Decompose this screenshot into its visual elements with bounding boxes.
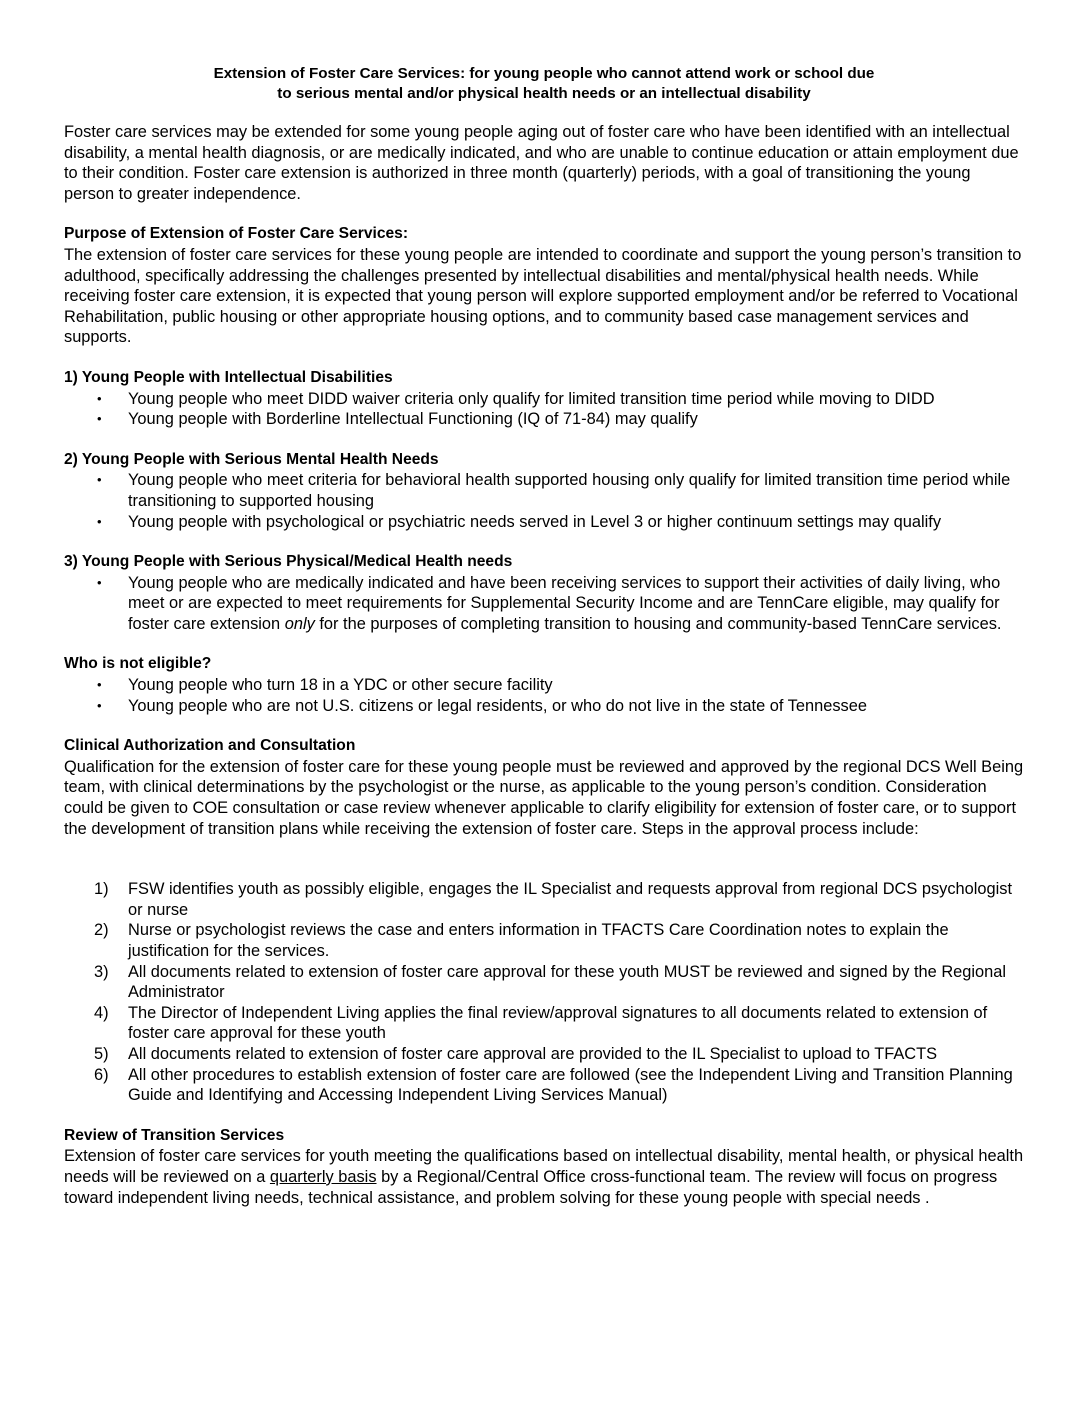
bullet-icon: • — [97, 472, 102, 488]
document-page — [64, 64, 1024, 1208]
step-number: 1) — [94, 880, 109, 899]
list-item: 6) All other procedures to establish extension of foster care are followed (see the Independent Living and Transition Planning Guide and Identifying and Accessing Independent Living Services Manual) — [94, 1065, 1013, 1105]
section1-list — [64, 389, 1024, 430]
list-item: • Young people who meet DIDD waiver criteria only qualify for limited transition time period while moving to DIDD — [97, 389, 935, 408]
document-title-line-1: Extension of Foster Care Services: for young people who cannot attend work or school due — [213, 65, 875, 82]
section2-list — [64, 470, 1024, 532]
document-title-line-2: to serious mental and/or physical health needs or an intellectual disability — [277, 85, 811, 102]
list-item: 2) Nurse or psychologist reviews the case and enters information in TFACTS Care Coordination notes to explain the justification for the services. — [94, 921, 949, 960]
emphasis-only: only — [284, 614, 315, 633]
bullet-icon: • — [97, 411, 102, 427]
list-item: • Young people who are medically indicated and have been receiving services to support their activities of daily living, who meet or are expected to meet requirements for Supplemental Security Income and are TennCare eligible, may qualify for foster care extension only for the purposes of completing transition to housing and community-based TennCare services. — [97, 573, 1002, 633]
step-number: 2) — [94, 921, 109, 940]
bullet-icon: • — [97, 574, 102, 590]
list-item: 5) All documents related to extension of foster care approval are provided to the IL Specialist to upload to TFACTS — [94, 1044, 938, 1063]
section1-heading: 1) Young People with Intellectual Disabilities — [64, 368, 393, 386]
review-paragraph: Extension of foster care services for youth meeting the qualifications based on intellectual disability, mental health, or physical health needs will be reviewed on a quarterly basis by a Regional/Central Office cross-functional team. The review will focus on progress toward independent living needs, technical assistance, and problem solving for these young people with special needs . — [64, 1147, 1024, 1207]
bullet-icon: • — [97, 390, 102, 406]
step-number: 4) — [94, 1003, 109, 1022]
intro-paragraph: Foster care services may be extended for some young people aging out of foster care who have been identified with an intellectual disability, a mental health diagnosis, or are medically indicated, and who are unable to continue education or attain employment due to their condition. Foster care extension is authorized in three month (quarterly) periods, with a goal of transitioning the young person to greater independence. — [64, 123, 1019, 203]
list-item: • Young people who are not U.S. citizens or legal residents, or who do not live in the state of Tennessee — [97, 696, 867, 715]
not-eligible-list — [64, 675, 1024, 716]
list-item: 1) FSW identifies youth as possibly eligible, engages the IL Specialist and requests approval from regional DCS psychologist or nurse — [94, 880, 1013, 919]
list-item: • Young people who turn 18 in a YDC or other secure facility — [97, 676, 553, 695]
clinical-paragraph: Qualification for the extension of foster care for these young people must be reviewed and approved by the regional DCS Well Being team, with clinical determinations by the psychologist or the nurse, as applicable to the young person’s condition. Consideration could be given to COE consultation or case review whenever applicable to clarify eligibility for extension of foster care, or to support the development of transition plans while receiving the extension of foster care. Steps in the approval process include: — [64, 757, 1024, 838]
list-item: 3) All documents related to extension of foster care approval for these youth MUST be reviewed and signed by the Regional Administrator — [94, 962, 1007, 1002]
section3-list — [64, 573, 1024, 635]
approval-steps-list — [64, 879, 1024, 1106]
clinical-heading: Clinical Authorization and Consultation — [64, 737, 356, 755]
step-number: 3) — [94, 962, 109, 981]
purpose-paragraph: The extension of foster care services for these young people are intended to coordinate and support the young person’s transition to adulthood, specifically addressing the challenges presented by intellectual disabilities and mental/physical health needs. While receiving foster care extension, it is expected that young person will explore supported employment and/or be referred to Vocational Rehabilitation, public housing or other appropriate housing options, and to community based case management services and supports. — [64, 245, 1022, 347]
review-heading: Review of Transition Services — [64, 1126, 285, 1144]
list-item: • Young people with Borderline Intellectual Functioning (IQ of 71-84) may qualify — [97, 410, 698, 429]
list-item: • Young people who meet criteria for behavioral health supported housing only qualify for limited transition time period while transitioning to supported housing — [97, 471, 1011, 510]
step-number: 6) — [94, 1065, 109, 1084]
not-eligible-heading: Who is not eligible? — [64, 655, 212, 673]
purpose-heading: Purpose of Extension of Foster Care Services: — [64, 225, 409, 243]
bullet-icon: • — [97, 677, 102, 693]
bullet-icon: • — [97, 513, 102, 529]
bullet-icon: • — [97, 697, 102, 713]
list-item: 4) The Director of Independent Living applies the final review/approval signatures to all documents related to extension of foster care approval for these youth — [94, 1003, 988, 1043]
section2-heading: 2) Young People with Serious Mental Health Needs — [64, 450, 439, 468]
step-number: 5) — [94, 1044, 109, 1063]
quarterly-basis-text: quarterly basis — [269, 1167, 377, 1186]
list-item: • Young people with psychological or psychiatric needs served in Level 3 or higher continuum settings may qualify — [97, 512, 942, 531]
section3-heading: 3) Young People with Serious Physical/Medical Health needs — [64, 553, 513, 571]
